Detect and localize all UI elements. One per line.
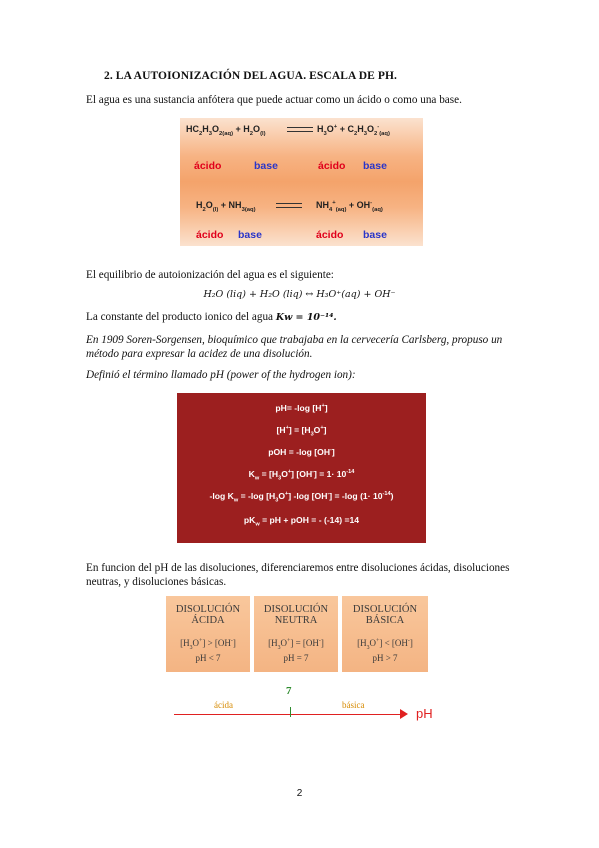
ph-axis-line [174, 714, 402, 715]
card-ph: pH > 7 [372, 652, 398, 663]
card-title: DISOLUCIÓN [263, 604, 329, 615]
kw-text: La constante del producto ionico del agua [86, 311, 274, 323]
basic-scale-label: básica [342, 700, 365, 710]
card-title: DISOLUCIÓN [352, 604, 418, 615]
amphoteric-reactions-figure [180, 118, 423, 246]
base-label: base [363, 160, 387, 172]
acid-scale-label: ácida [214, 700, 233, 710]
ph-formulas-box [177, 393, 426, 543]
autoionization-equation: H₂O (liq) + H₂O (liq) ↔ H₃O⁺(aq) + OH⁻ [203, 289, 396, 300]
acid-label: ácido [194, 160, 222, 172]
card-subtitle: NEUTRA [274, 615, 318, 626]
equilibrium-arrows-icon [287, 126, 313, 134]
basic-dissolution-card [342, 596, 428, 672]
reaction-2-reactants: $H_2O_{(l)} + NH_{3(aq)}$ [196, 200, 256, 213]
card-title: DISOLUCIÓN [175, 604, 241, 615]
dissolution-types-figure [166, 596, 442, 738]
equilibrium-arrows-icon [276, 202, 302, 210]
base-label: base [238, 229, 262, 241]
neutral-tick [290, 707, 291, 717]
acid-label: ácido [318, 160, 346, 172]
intro-paragraph: El agua es una sustancia anfótera que puede actuar como un ácido o como una base. [86, 94, 462, 106]
formula-h-h3o: $[H^+] = [H_3O^+]$ [276, 425, 327, 438]
formula-ph: pH= -log [H+] [275, 403, 328, 413]
card-ph: pH < 7 [195, 652, 221, 663]
reaction-1-products: $H_3O^+ + C_2H_3O_2^-_{(aq)}$ [317, 124, 390, 137]
card-ph: pH = 7 [283, 652, 309, 663]
dissolutions-paragraph: En funcion del pH de las disoluciones, diferenciaremos entre disoluciones ácidas, disoluciones neutras, y disoluciones básicas. [86, 562, 510, 588]
page-number: 2 [296, 788, 303, 799]
card-condition: $[H_3O^+] = [OH^-]$ [268, 638, 324, 651]
card-subtitle: BÁSICA [365, 615, 405, 626]
formula-pkw: $pK_w$ = pH + pOH = - (-14) =14 [243, 515, 360, 528]
card-subtitle: ÁCIDA [191, 615, 225, 626]
acid-dissolution-card [166, 596, 250, 672]
kw-paragraph [86, 310, 337, 325]
neutral-value-label: 7 [286, 685, 292, 697]
ph-axis-label: pH [416, 706, 433, 721]
ph-definition-paragraph: Definió el término llamado pH (power of the hydrogen ion): [86, 369, 356, 381]
base-label: base [254, 160, 278, 172]
formula-kw: $K_w = [H_3O^+] [OH^-] = 1\cdot 10^{-14}$ [248, 469, 355, 482]
acid-label: ácido [196, 229, 224, 241]
section-title: 2. LA AUTOIONIZACIÓN DEL AGUA. ESCALA DE PH. [104, 70, 398, 82]
card-condition: $[H_3O^+] > [OH^-]$ [180, 638, 236, 651]
arrow-head-icon [400, 709, 408, 719]
formula-poh: pOH = -log [OH-] [268, 447, 335, 457]
card-condition: $[H_3O^+] < [OH^-]$ [357, 638, 413, 651]
neutral-dissolution-card [254, 596, 338, 672]
equilibrium-paragraph: El equilibrio de autoionización del agua es el siguiente: [86, 269, 334, 281]
acid-label: ácido [316, 229, 344, 241]
base-label: base [363, 229, 387, 241]
kw-value: Kw = 10⁻¹⁴. [275, 312, 337, 323]
formula-log-kw: -log $K_w = -\log$ $[H_3O^+]$ -log [OH-] = -log $(1\cdot 10^{-14})$ [209, 491, 394, 504]
reaction-2-products: $NH_4^+_{(aq)} + OH^-_{(aq)}$ [316, 200, 383, 213]
history-paragraph: En 1909 Soren-Sorgensen, bioquímico que trabajaba en la cervecería Carlsberg, propuso un método para expresar la acidez de una disolución. [86, 334, 503, 360]
reaction-1-reactants: $HC_2H_3O_{2(aq)} + H_2O_{(l)}$ [186, 124, 266, 137]
